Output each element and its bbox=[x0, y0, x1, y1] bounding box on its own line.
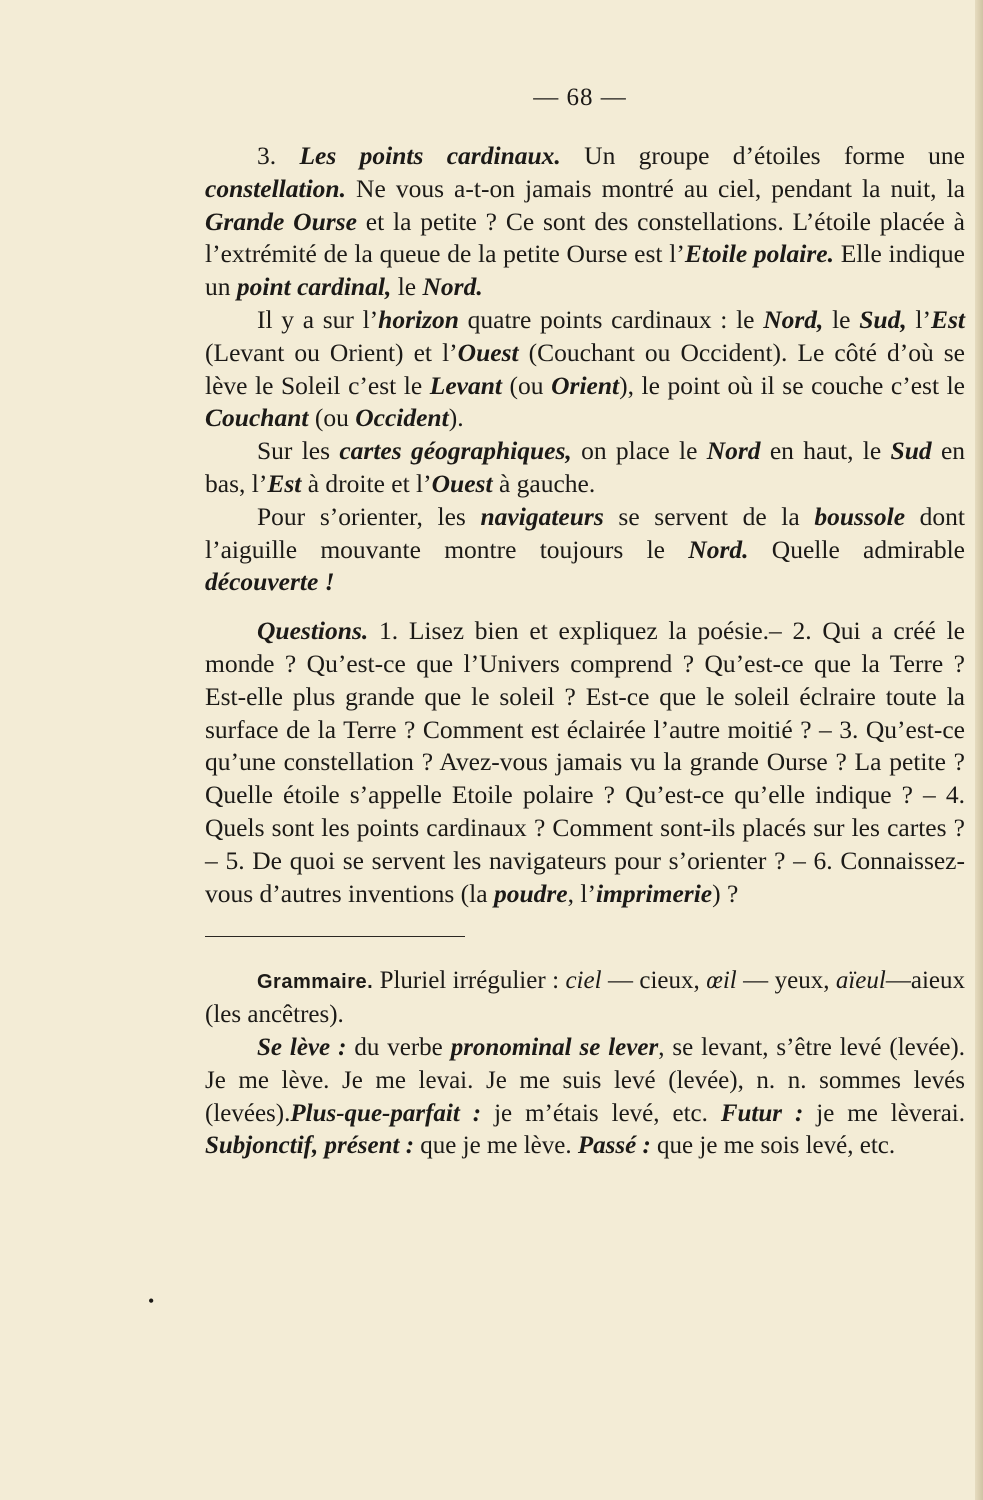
term-constellation: constellation. bbox=[205, 173, 346, 203]
text: ), le point où il se couche c’est le bbox=[619, 370, 965, 400]
text: — yeux, bbox=[736, 967, 836, 995]
term-ouest: Ouest bbox=[431, 468, 493, 498]
term-nord: Nord. bbox=[688, 534, 749, 564]
text: Pour s’orienter, les bbox=[257, 501, 481, 531]
section-3-paragraph-1 bbox=[205, 140, 965, 304]
text: Quelle admirable bbox=[748, 534, 966, 564]
text: , se levant, s’être levé (levée). Je me lève. Je me levai. Je me suis levé (levée), n. n. sommes levés (levées). bbox=[205, 1033, 965, 1127]
text: Un groupe d’étoiles forme une bbox=[560, 141, 965, 170]
term-ouest: Ouest bbox=[457, 337, 519, 367]
text: je m’étais levé, etc. bbox=[481, 1099, 721, 1127]
text: en bas, l’ bbox=[205, 436, 966, 498]
section-3-paragraph-2 bbox=[205, 304, 965, 435]
term-orient: Orient bbox=[551, 370, 620, 400]
section-title: Les points cardinaux. bbox=[299, 141, 561, 170]
term-nord: Nord, bbox=[763, 304, 824, 334]
text: et la petite ? Ce sont des constellations. L’étoile placée à l’extrémité de la queue de la petite Ourse est l’ bbox=[205, 206, 966, 269]
section-3-paragraph-3 bbox=[205, 435, 965, 501]
term-se-leve: Se lève : bbox=[257, 1033, 347, 1061]
term-sud: Sud, bbox=[859, 304, 907, 334]
text: à gauche. bbox=[492, 468, 596, 498]
term-nord: Nord. bbox=[422, 272, 483, 302]
term-cartes-geographiques: cartes géographiques, bbox=[339, 436, 572, 466]
text: dont l’aiguille mouvante montre toujours le bbox=[205, 501, 965, 564]
text: — cieux, bbox=[601, 967, 707, 995]
text: (ou bbox=[501, 370, 552, 400]
word-aieul: aïeul bbox=[835, 967, 886, 995]
text: Elle indique un bbox=[205, 239, 965, 302]
text: que je me lève. bbox=[414, 1132, 578, 1160]
text: (ou bbox=[308, 403, 356, 433]
term-point-cardinal: point cardinal, bbox=[236, 272, 392, 302]
text: je me lèverai. bbox=[803, 1099, 966, 1127]
term-plus-que-parfait: Plus-que-parfait : bbox=[290, 1099, 482, 1127]
term-etoile-polaire: Etoile polaire. bbox=[684, 239, 834, 269]
term-grande-ourse: Grande Ourse bbox=[205, 206, 357, 236]
word-ciel: ciel bbox=[565, 967, 602, 995]
term-est: Est bbox=[930, 304, 966, 334]
text: on place le bbox=[571, 436, 707, 466]
grammaire-label: Grammaire. bbox=[257, 971, 374, 994]
text: (Couchant ou Occident). Le côté d’où se lève le Soleil c’est le bbox=[205, 337, 965, 400]
page-number: — 68 — bbox=[533, 84, 627, 111]
grammaire-paragraph-2 bbox=[205, 1032, 965, 1163]
text: en haut, le bbox=[760, 436, 891, 466]
term-poudre: poudre bbox=[493, 878, 568, 908]
section-divider bbox=[205, 936, 465, 937]
term-occident: Occident bbox=[355, 403, 449, 433]
term-horizon: horizon bbox=[378, 304, 459, 334]
text: que je me sois levé, etc. bbox=[650, 1132, 896, 1160]
text: du verbe bbox=[346, 1033, 451, 1061]
text: à droite et l’ bbox=[301, 468, 432, 498]
text: Pluriel irrégulier : bbox=[373, 967, 566, 995]
text: se servent de la bbox=[603, 501, 815, 531]
section-3-paragraph-4 bbox=[205, 501, 965, 599]
term-decouverte: découverte ! bbox=[205, 567, 335, 597]
term-pronominal: pronominal se lever bbox=[450, 1033, 659, 1061]
term-levant: Levant bbox=[429, 370, 502, 400]
grammaire-paragraph-1 bbox=[205, 965, 965, 1032]
text: le bbox=[823, 304, 860, 334]
text: ). bbox=[448, 403, 464, 433]
spacer bbox=[205, 599, 965, 615]
term-boussole: boussole bbox=[814, 501, 906, 531]
section-number: 3. bbox=[257, 141, 277, 170]
text: Sur les bbox=[257, 436, 340, 466]
term-imprimerie: imprimerie bbox=[595, 878, 713, 908]
term-subjonctif: Subjonctif, présent : bbox=[205, 1132, 415, 1160]
questions-label: Questions. bbox=[257, 616, 369, 646]
text: ) ? bbox=[712, 878, 739, 908]
text: Ne vous a-t-on jamais montré au ciel, pendant la nuit, la bbox=[345, 173, 965, 203]
word-oeil: œil bbox=[706, 967, 737, 995]
term-couchant: Couchant bbox=[205, 403, 309, 433]
term-navigateurs: navigateurs bbox=[480, 501, 604, 531]
text: (Levant ou Orient) et l’ bbox=[205, 337, 458, 367]
text: —aieux (les ancêtres). bbox=[205, 967, 965, 1029]
term-futur: Futur : bbox=[720, 1099, 804, 1127]
term-sud: Sud bbox=[890, 436, 932, 466]
margin-bullet: • bbox=[148, 1291, 155, 1311]
questions-text: 1. Lisez bien et expliquez la poésie.– 2. Qui a créé le monde ? Qu’est-ce que l’Univers comprend ? Qu’est-ce que la Terre ? Est-elle plus grande que le soleil ? Est-ce que le soleil éclraire toute la surface de la Terre ? Comment est éclairée l’autre moitié ? – 3. Qu’est-ce qu’une constellation ? Avez-vous jamais vu la grande Ourse ? La petite ? Quelle étoile s’appelle Etoile polaire ? Qu’est-ce qu’elle indique ? – 4. Quels sont les points cardinaux ? Comment sont-ils placés sur les cartes ? – 5. De quoi se servent les navigateurs pour s’orienter ? – 6. Connaissez-vous d’autres inventions (la bbox=[205, 616, 965, 908]
questions-paragraph bbox=[205, 615, 965, 910]
text: quatre points cardinaux : le bbox=[458, 304, 764, 334]
text: Il y a sur l’ bbox=[257, 304, 379, 334]
text: le bbox=[391, 272, 423, 302]
page-edge bbox=[975, 0, 983, 1500]
term-passe: Passé : bbox=[577, 1132, 651, 1160]
text: l’ bbox=[906, 304, 931, 334]
text: , l’ bbox=[567, 878, 596, 908]
term-est: Est bbox=[267, 468, 302, 498]
term-nord: Nord bbox=[706, 436, 761, 466]
page-content bbox=[205, 140, 965, 1163]
